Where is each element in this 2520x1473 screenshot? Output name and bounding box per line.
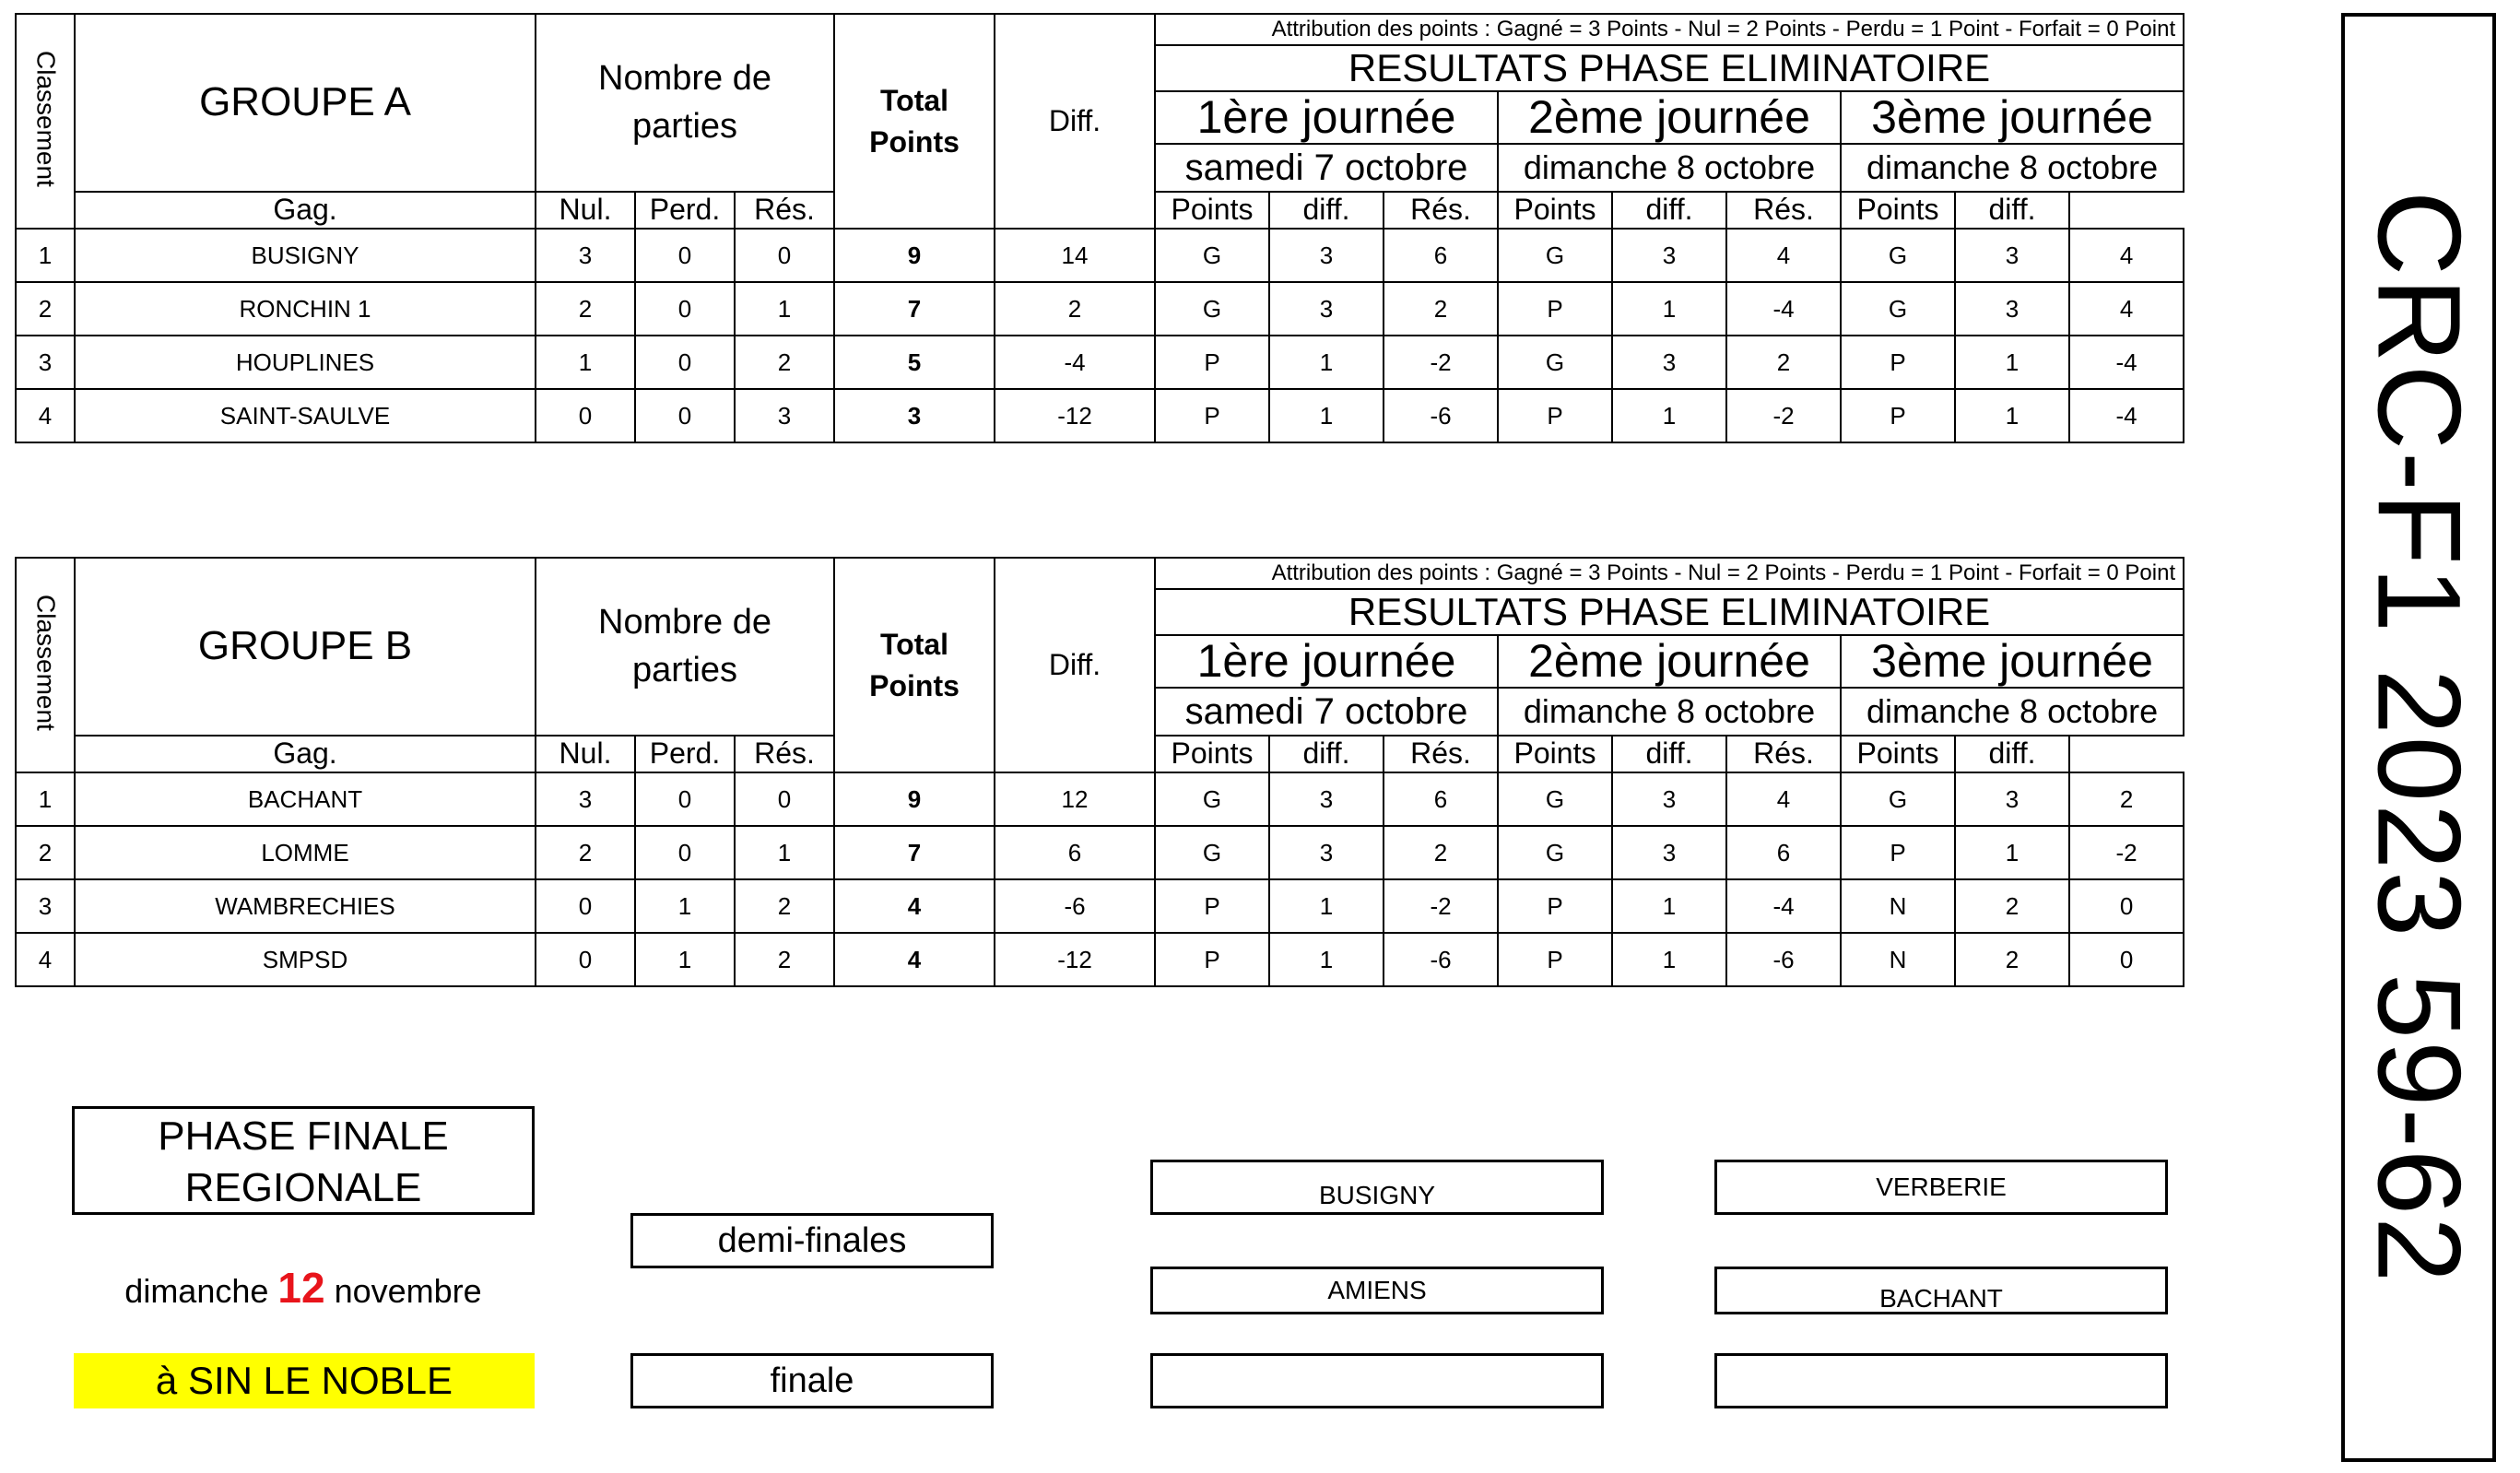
group-a-diff: 14 (995, 229, 1155, 282)
group-b-day-1-points: 1 (1269, 879, 1384, 933)
group-b-day-1-points: 3 (1269, 826, 1384, 879)
group-a-day-2-sub-3: diff. (1612, 192, 1726, 229)
group-b-day-2-points: 3 (1612, 826, 1726, 879)
group-a-sub-parties-1: Gag. (75, 192, 536, 229)
side-label-box (2341, 13, 2496, 1462)
group-a-day-1-res: G (1155, 229, 1269, 282)
group-a-day-2-points: 3 (1612, 229, 1726, 282)
group-b-day-3-diff: 2 (2069, 772, 2184, 826)
group-b-diff: -12 (995, 933, 1155, 986)
group-b-day-1-diff: 6 (1384, 772, 1498, 826)
group-b-table-row (16, 933, 2184, 986)
group-a-day-3-sub-1: Rés. (1726, 192, 1841, 229)
group-a-diff: 2 (995, 282, 1155, 336)
group-b-attribution: Attribution des points : Gagné = 3 Points - Nul = 2 Points - Perdu = 1 Point - Forfait = 0 Point (1155, 558, 2184, 589)
group-b-day-1-res: P (1155, 879, 1269, 933)
group-b-nul: 0 (635, 826, 735, 879)
group-a-day-1-points: 3 (1269, 282, 1384, 336)
group-a-day-3-diff: -4 (2069, 389, 2184, 442)
group-a-sub-parties-2: Nul. (536, 192, 635, 229)
phase-finale-line2: REGIONALE (184, 1165, 422, 1210)
group-a-day-1-points: 1 (1269, 336, 1384, 389)
group-a-day-2-res: G (1498, 336, 1612, 389)
group-b-day-2-res: P (1498, 933, 1612, 986)
group-a-day-3-res: P (1841, 389, 1955, 442)
group-b-sub-parties-2: Nul. (536, 736, 635, 772)
group-b-day-3-res: P (1841, 826, 1955, 879)
group-a-nul: 0 (635, 282, 735, 336)
group-b-day-1-points: 3 (1269, 772, 1384, 826)
group-a-day-3-diff: -4 (2069, 336, 2184, 389)
group-b-day-3-res: N (1841, 879, 1955, 933)
group-b-gag: 0 (536, 879, 635, 933)
group-a-day-2-diff: -2 (1726, 389, 1841, 442)
group-a-diff-header: Diff. (995, 14, 1155, 229)
semi1-team2: AMIENS (1150, 1267, 1604, 1314)
group-a-day-1-points: 1 (1269, 389, 1384, 442)
group-b-sub-parties-1: Gag. (75, 736, 536, 772)
group-b-rank: 4 (16, 933, 75, 986)
group-a-day-3-sub-3: diff. (1955, 192, 2069, 229)
group-a-rank: 2 (16, 282, 75, 336)
group-a-day-1-diff: -2 (1384, 336, 1498, 389)
phase-finale-line1: PHASE FINALE (158, 1114, 449, 1159)
group-a-day-2-diff: 4 (1726, 229, 1841, 282)
group-a-day-3-diff: 4 (2069, 229, 2184, 282)
group-b-day-2-sub-2: Points (1498, 736, 1612, 772)
group-b-rank: 2 (16, 826, 75, 879)
group-a-day-2-sub-2: Points (1498, 192, 1612, 229)
group-a-sub-parties-3: Perd. (635, 192, 735, 229)
group-b-parties-header (536, 558, 834, 736)
group-b-diff-header: Diff. (995, 558, 1155, 772)
group-b-resultats-title: RESULTATS PHASE ELIMINATOIRE (1155, 589, 2184, 635)
group-a-day-3-sub-2: Points (1841, 192, 1955, 229)
group-a-perd: 2 (735, 336, 834, 389)
group-a-day-1-diff: 2 (1384, 282, 1498, 336)
group-b-day-1-sub-1: Rés. (735, 736, 834, 772)
group-a-total: 3 (834, 389, 995, 442)
finals-date (72, 1263, 535, 1313)
group-a-classement-header (16, 14, 75, 229)
group-a-day-1-points: 3 (1269, 229, 1384, 282)
group-a-classement-label: Classement (31, 51, 61, 188)
side-label: CRC-F1 2023 59-62 (2352, 190, 2485, 1285)
group-b-day-1-res: G (1155, 826, 1269, 879)
group-b-total: 4 (834, 879, 995, 933)
group-b-team: LOMME (75, 826, 536, 879)
group-a-diff: -12 (995, 389, 1155, 442)
group-b-diff: 12 (995, 772, 1155, 826)
group-b-table-row (16, 826, 2184, 879)
group-a-total-label: Total (879, 83, 949, 117)
group-a-perd: 1 (735, 282, 834, 336)
group-a-total: 5 (834, 336, 995, 389)
demi-finales-label: demi-finales (630, 1213, 994, 1268)
group-a-nombre-de: Nombre de (598, 59, 771, 99)
group-b-team: BACHANT (75, 772, 536, 826)
group-a-day-2-res: P (1498, 389, 1612, 442)
phase-finale-title (72, 1106, 535, 1215)
group-a-day-2-date: dimanche 8 octobre (1498, 144, 1841, 192)
group-b-day-2-diff: -4 (1726, 879, 1841, 933)
group-a-day-1-res: G (1155, 282, 1269, 336)
group-b-diff: -6 (995, 879, 1155, 933)
group-b-total: 9 (834, 772, 995, 826)
group-b-perd: 2 (735, 933, 834, 986)
group-b-rank: 1 (16, 772, 75, 826)
group-a-day-2-points: 3 (1612, 336, 1726, 389)
finals-date-day: 12 (277, 1264, 325, 1312)
group-b-day-1-sub-3: diff. (1269, 736, 1384, 772)
group-b-table (15, 557, 2184, 987)
group-a-day-3-points: 3 (1955, 282, 2069, 336)
group-a-resultats-title: RESULTATS PHASE ELIMINATOIRE (1155, 45, 2184, 91)
final-team1 (1150, 1353, 1604, 1408)
group-b-day-3-res: N (1841, 933, 1955, 986)
group-a-nul: 0 (635, 229, 735, 282)
group-b-team: SMPSD (75, 933, 536, 986)
group-a-table-row (16, 389, 2184, 442)
group-a-rank: 1 (16, 229, 75, 282)
group-a-perd: 0 (735, 229, 834, 282)
group-a-day-3-points: 3 (1955, 229, 2069, 282)
group-a-day-2-diff: 2 (1726, 336, 1841, 389)
group-b-total-label: Total (879, 627, 949, 661)
group-b-day-1-date: samedi 7 octobre (1155, 688, 1498, 736)
group-b-day-1-res: G (1155, 772, 1269, 826)
group-b-group-name: GROUPE B (75, 558, 536, 736)
group-b-gag: 0 (536, 933, 635, 986)
finals-location: à SIN LE NOBLE (74, 1353, 535, 1408)
group-b-points-label: Points (869, 668, 960, 702)
group-a-table-row (16, 282, 2184, 336)
group-a-team: RONCHIN 1 (75, 282, 536, 336)
group-b-day-2-sub-3: diff. (1612, 736, 1726, 772)
group-a-table-row (16, 336, 2184, 389)
group-a-day-1-diff: 6 (1384, 229, 1498, 282)
group-b-day-2-date: dimanche 8 octobre (1498, 688, 1841, 736)
group-b-gag: 2 (536, 826, 635, 879)
group-b-day-3-points: 2 (1955, 879, 2069, 933)
group-a-day-2-points: 1 (1612, 282, 1726, 336)
group-b-day-1-points: 1 (1269, 933, 1384, 986)
group-a-day-2-diff: -4 (1726, 282, 1841, 336)
group-a-day-3-res: G (1841, 229, 1955, 282)
group-b-day-2-diff: 4 (1726, 772, 1841, 826)
semi2-team1: VERBERIE (1714, 1160, 2168, 1215)
group-b-nul: 0 (635, 772, 735, 826)
group-b-day-3-diff: 0 (2069, 933, 2184, 986)
group-b-day-1-title: 1ère journée (1155, 635, 1498, 688)
group-a-day-3-points: 1 (1955, 389, 2069, 442)
group-b-day-3-title: 3ème journée (1841, 635, 2184, 688)
group-a-total: 9 (834, 229, 995, 282)
group-b-day-2-title: 2ème journée (1498, 635, 1841, 688)
group-a-team: SAINT-SAULVE (75, 389, 536, 442)
group-a-day-3-title: 3ème journée (1841, 91, 2184, 144)
group-a-day-1-sub-3: diff. (1269, 192, 1384, 229)
group-a-day-1-res: P (1155, 389, 1269, 442)
group-a-nul: 0 (635, 336, 735, 389)
group-b-parties: parties (631, 650, 738, 689)
group-b-day-1-diff: -2 (1384, 879, 1498, 933)
group-b-day-3-diff: -2 (2069, 826, 2184, 879)
group-b-team: WAMBRECHIES (75, 879, 536, 933)
group-a-table-row (16, 229, 2184, 282)
group-a-day-1-date: samedi 7 octobre (1155, 144, 1498, 192)
group-a-day-3-res: P (1841, 336, 1955, 389)
group-b-gag: 3 (536, 772, 635, 826)
group-b-day-2-res: P (1498, 879, 1612, 933)
group-a-team: BUSIGNY (75, 229, 536, 282)
group-b-day-3-points: 1 (1955, 826, 2069, 879)
group-a-gag: 3 (536, 229, 635, 282)
group-a-day-3-res: G (1841, 282, 1955, 336)
semi2-team2: BACHANT (1714, 1267, 2168, 1314)
group-b-day-3-points: 2 (1955, 933, 2069, 986)
group-b-day-2-diff: -6 (1726, 933, 1841, 986)
group-a-attribution: Attribution des points : Gagné = 3 Points - Nul = 2 Points - Perdu = 1 Point - Forfait = 0 Point (1155, 14, 2184, 45)
group-a-parties: parties (631, 106, 738, 146)
group-b-total: 4 (834, 933, 995, 986)
group-b-classement-label: Classement (31, 595, 61, 732)
group-a-team: HOUPLINES (75, 336, 536, 389)
group-a-day-1-diff: -6 (1384, 389, 1498, 442)
group-b-day-3-date: dimanche 8 octobre (1841, 688, 2184, 736)
group-a-points-label: Points (869, 124, 960, 159)
group-a-day-1-res: P (1155, 336, 1269, 389)
group-b-sub-parties-3: Perd. (635, 736, 735, 772)
group-b-perd: 2 (735, 879, 834, 933)
group-a-gag: 1 (536, 336, 635, 389)
group-b-day-2-points: 3 (1612, 772, 1726, 826)
group-b-total-header (834, 558, 995, 772)
group-a-day-3-points: 1 (1955, 336, 2069, 389)
group-a-day-1-sub-2: Points (1155, 192, 1269, 229)
group-b-classement-header (16, 558, 75, 772)
group-b-day-2-res: G (1498, 772, 1612, 826)
group-a-gag: 0 (536, 389, 635, 442)
finals-date-suffix: novembre (334, 1272, 482, 1310)
group-a-perd: 3 (735, 389, 834, 442)
group-a-day-2-res: G (1498, 229, 1612, 282)
group-a-total-header (834, 14, 995, 229)
group-b-rank: 3 (16, 879, 75, 933)
group-b-day-1-diff: 2 (1384, 826, 1498, 879)
group-a-gag: 2 (536, 282, 635, 336)
group-a-table (15, 13, 2184, 443)
group-b-day-3-sub-1: Rés. (1726, 736, 1841, 772)
group-b-day-2-sub-1: Rés. (1384, 736, 1498, 772)
group-a-day-2-title: 2ème journée (1498, 91, 1841, 144)
group-b-day-1-res: P (1155, 933, 1269, 986)
group-b-perd: 0 (735, 772, 834, 826)
group-b-day-1-diff: -6 (1384, 933, 1498, 986)
group-a-total: 7 (834, 282, 995, 336)
group-a-rank: 4 (16, 389, 75, 442)
group-a-diff: -4 (995, 336, 1155, 389)
group-b-day-3-res: G (1841, 772, 1955, 826)
group-b-perd: 1 (735, 826, 834, 879)
group-b-day-2-diff: 6 (1726, 826, 1841, 879)
final-team2 (1714, 1353, 2168, 1408)
semi1-team1: BUSIGNY (1150, 1160, 1604, 1215)
group-a-day-2-points: 1 (1612, 389, 1726, 442)
group-b-day-3-points: 3 (1955, 772, 2069, 826)
finale-label: finale (630, 1353, 994, 1408)
group-b-table-row (16, 879, 2184, 933)
group-b-day-3-sub-2: Points (1841, 736, 1955, 772)
group-b-table-row (16, 772, 2184, 826)
group-b-day-2-points: 1 (1612, 879, 1726, 933)
group-a-day-3-date: dimanche 8 octobre (1841, 144, 2184, 192)
group-b-day-2-points: 1 (1612, 933, 1726, 986)
group-b-day-3-diff: 0 (2069, 879, 2184, 933)
group-b-diff: 6 (995, 826, 1155, 879)
group-a-day-1-sub-1: Rés. (735, 192, 834, 229)
group-a-rank: 3 (16, 336, 75, 389)
group-b-nombre-de: Nombre de (598, 603, 771, 642)
group-a-nul: 0 (635, 389, 735, 442)
group-a-group-name: GROUPE A (75, 14, 536, 192)
group-b-day-3-sub-3: diff. (1955, 736, 2069, 772)
finals-date-prefix: dimanche (124, 1272, 269, 1310)
group-b-day-2-res: G (1498, 826, 1612, 879)
group-b-day-1-sub-2: Points (1155, 736, 1269, 772)
group-a-parties-header (536, 14, 834, 192)
group-a-day-3-diff: 4 (2069, 282, 2184, 336)
group-b-nul: 1 (635, 879, 735, 933)
group-a-day-2-res: P (1498, 282, 1612, 336)
group-a-day-1-title: 1ère journée (1155, 91, 1498, 144)
group-b-nul: 1 (635, 933, 735, 986)
group-a-day-2-sub-1: Rés. (1384, 192, 1498, 229)
group-b-total: 7 (834, 826, 995, 879)
